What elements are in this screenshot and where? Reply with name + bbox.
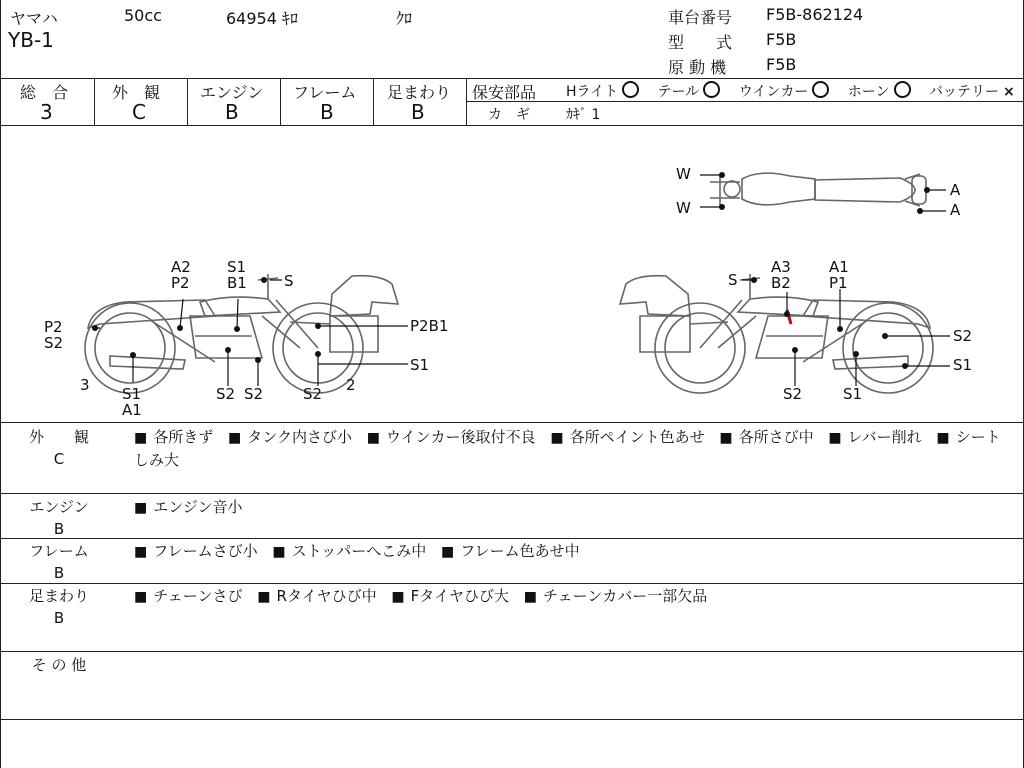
grade-exterior-label: 外 観 — [112, 83, 161, 102]
diagram-label: A1 — [829, 258, 849, 276]
remark-label — [14, 540, 104, 584]
diagram-label: S2 — [303, 385, 323, 403]
engine-model-label: 原 動 機 — [668, 58, 727, 77]
diagram-label: S2 — [783, 385, 803, 403]
diagram-label: 3 — [80, 376, 90, 394]
defect-item: ■ 各所ペイント色あせ — [550, 428, 704, 446]
diagram-label: A2 — [171, 258, 191, 276]
divider — [187, 78, 188, 125]
diagram-label: S2 — [216, 385, 236, 403]
type-label: 型 式 — [668, 33, 733, 52]
ng-x-icon: × — [1002, 84, 1015, 100]
remark-label — [14, 585, 104, 629]
diagram-label: P2 — [44, 318, 63, 336]
divider — [0, 493, 1024, 494]
divider — [94, 78, 95, 125]
diagram-label: B2 — [771, 274, 791, 292]
grade-engine-value: B — [225, 100, 239, 124]
key-label: カ ギ — [488, 107, 530, 123]
diagram-label: S2 — [244, 385, 264, 403]
safety-parts-list — [566, 81, 1015, 101]
remark-label — [14, 496, 104, 540]
defect-item: ■ ウインカー後取付不良 — [367, 428, 536, 446]
grade-frame-value: B — [320, 100, 334, 124]
defect-item: ■ フレームさび小 — [134, 542, 258, 560]
remark-text — [134, 426, 1014, 471]
diagram-label: W — [676, 165, 691, 183]
key-value: ｶｷﾞ 1 — [566, 107, 601, 123]
diagram-label: P1 — [829, 274, 848, 292]
diagram-label: P2B1 — [410, 317, 449, 335]
divider — [0, 538, 1024, 539]
mileage: 64954 ｷﾛ — [226, 9, 298, 28]
grade-engine-label: エンジン — [200, 83, 264, 102]
headlight-label: Hライト — [566, 84, 619, 100]
diagram-label: S2 — [953, 327, 973, 345]
top-view-motorcycle — [710, 173, 926, 206]
defect-item: ■ シートしみ大 — [134, 428, 1001, 469]
divider — [0, 651, 1024, 652]
defect-item: ■ Rタイヤひび中 — [257, 587, 376, 605]
defect-item: ■ Fタイヤひび大 — [391, 587, 509, 605]
remark-category: エンジン — [29, 498, 89, 516]
remark-label — [14, 654, 104, 676]
diagram-label: A — [950, 181, 961, 199]
defect-item: ■ レバー削れ — [828, 428, 921, 446]
diagram-label: S1 — [410, 356, 430, 374]
horn-label: ホーン — [847, 84, 890, 100]
frame-number-label: 車台番号 — [668, 8, 733, 27]
remark-text — [134, 585, 1014, 608]
diagram-label: W — [676, 199, 691, 217]
defect-item: ■ ストッパーへこみ中 — [272, 542, 426, 560]
ok-circle-icon — [812, 81, 829, 98]
divider — [0, 583, 1024, 584]
defect-item: ■ 各所きず — [134, 428, 213, 446]
grade-overall-value: 3 — [40, 100, 53, 124]
defect-item: ■ 各所さび中 — [719, 428, 813, 446]
grade-suspension-value: B — [411, 100, 425, 124]
ok-circle-icon — [622, 81, 639, 98]
grade-exterior-value: C — [132, 100, 146, 124]
diagram-label: 2 — [346, 376, 356, 394]
diagram-label: S — [284, 272, 294, 290]
diagram-label: A1 — [122, 401, 142, 419]
defect-item: ■ チェーンさび — [134, 587, 243, 605]
type-value: F5B — [766, 30, 797, 49]
divider — [373, 78, 374, 125]
safety-parts-label: 保安部品 — [472, 83, 537, 102]
tail-label: テール — [657, 84, 700, 100]
diagram-label: S2 — [44, 334, 64, 352]
diagram-label: S1 — [843, 385, 863, 403]
displacement: 50cc — [124, 6, 162, 25]
grade-suspension-label: 足まわり — [387, 83, 452, 102]
grade-frame-label: フレーム — [293, 83, 357, 102]
engine-model-value: F5B — [766, 55, 797, 74]
defect-item: ■ タンク内さび小 — [228, 428, 352, 446]
ok-circle-icon — [894, 81, 911, 98]
remark-text — [134, 540, 1014, 563]
diagram-label: A — [950, 201, 961, 219]
divider — [466, 78, 467, 125]
divider — [466, 101, 1024, 102]
divider — [280, 78, 281, 125]
divider — [0, 719, 1024, 720]
defect-item: ■ チェーンカバー一部欠品 — [524, 587, 708, 605]
grade-overall-label: 総 合 — [20, 83, 69, 102]
battery-label: バッテリー — [928, 84, 999, 100]
diagram-label: B1 — [227, 274, 247, 292]
remark-category: そ の 他 — [31, 656, 87, 674]
remark-grade: B — [53, 564, 65, 582]
ok-circle-icon — [703, 81, 720, 98]
color: ｸﾛ — [396, 9, 413, 28]
remark-grade: B — [53, 520, 65, 538]
maker: ヤマハ — [10, 9, 58, 28]
diagram-label: A3 — [771, 258, 791, 276]
defect-item: ■ エンジン音小 — [134, 498, 243, 516]
diagram-label: P2 — [171, 274, 190, 292]
remark-grade: C — [53, 450, 65, 468]
divider — [0, 78, 1024, 79]
remark-label — [14, 426, 104, 470]
diagram-label: S1 — [227, 258, 247, 276]
diagram-label: S1 — [953, 356, 973, 374]
diagram-label: S — [728, 271, 738, 289]
winker-label: ウインカー — [738, 84, 809, 100]
defect-item: ■ フレーム色あせ中 — [441, 542, 580, 560]
diagram-label: S1 — [122, 385, 142, 403]
remark-category: 足まわり — [28, 587, 89, 605]
frame-number: F5B-862124 — [766, 5, 864, 24]
remark-text — [134, 496, 1014, 519]
model-name: YB-1 — [8, 28, 54, 52]
motorcycle-diagram — [0, 124, 1024, 424]
remark-category: 外 観 — [28, 428, 89, 446]
remark-grade: B — [53, 609, 65, 627]
remark-category: フレーム — [29, 542, 89, 560]
